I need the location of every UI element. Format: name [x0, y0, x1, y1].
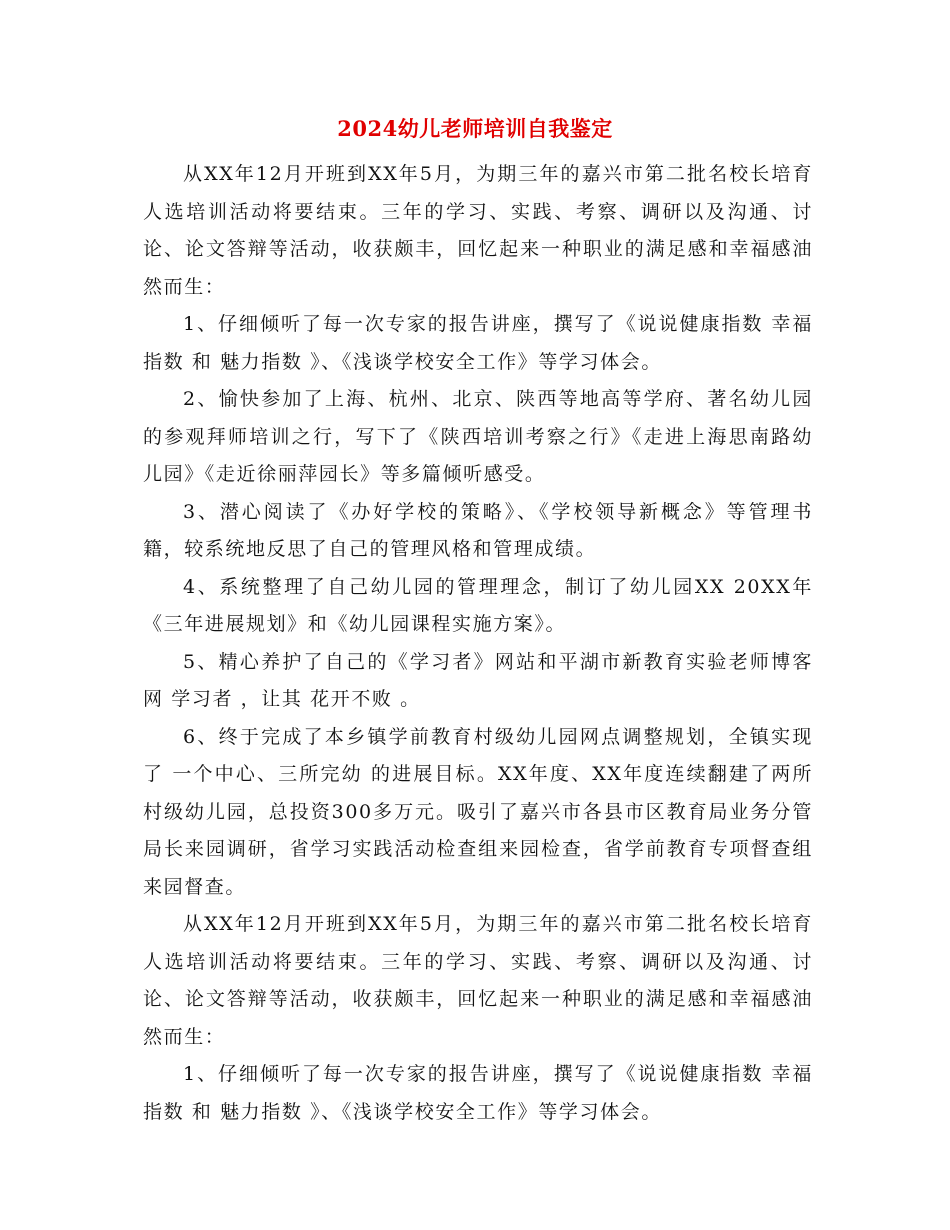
document-body — [143, 156, 813, 1131]
paragraph-item-1-repeat: 1、仔细倾听了每一次专家的报告讲座，撰写了《说说健康指数 幸福指数 和 魅力指数 》、《浅谈学校安全工作》等学习体会。 — [143, 1063, 813, 1123]
paragraph-item-3: 3、潜心阅读了《办好学校的策略》、《学校领导新概念》等管理书籍，较系统地反思了自己的管理风格和管理成绩。 — [143, 500, 813, 560]
paragraph-item-4: 4、系统整理了自己幼儿园的管理理念，制订了幼儿园XX 20XX年《三年进展规划》和《幼儿园课程实施方案》。 — [143, 575, 813, 635]
document-title: 2024幼儿老师培训自我鉴定 — [337, 116, 613, 141]
paragraph-intro-repeat: 从XX年12月开班到XX年5月，为期三年的嘉兴市第二批名校长培育人选培训活动将要结束。三年的学习、实践、考察、调研以及沟通、讨论、论文答辩等活动，收获颇丰，回忆起来一种职业的满足感和幸福感油然而生： — [143, 913, 813, 1048]
paragraph-item-2: 2、愉快参加了上海、杭州、北京、陕西等地高等学府、著名幼儿园的参观拜师培训之行，写下了《陕西培训考察之行》《走进上海思南路幼儿园》《走近徐丽萍园长》等多篇倾听感受。 — [143, 388, 813, 485]
paragraph-item-1: 1、仔细倾听了每一次专家的报告讲座，撰写了《说说健康指数 幸福指数 和 魅力指数 》、《浅谈学校安全工作》等学习体会。 — [143, 313, 813, 373]
paragraph-intro: 从XX年12月开班到XX年5月，为期三年的嘉兴市第二批名校长培育人选培训活动将要结束。三年的学习、实践、考察、调研以及沟通、讨论、论文答辩等活动，收获颇丰，回忆起来一种职业的满足感和幸福感油然而生： — [143, 163, 813, 298]
paragraph-item-6: 6、终于完成了本乡镇学前教育村级幼儿园网点调整规划，全镇实现了 一个中心、三所完幼 的进展目标。XX年度、XX年度连续翻建了两所村级幼儿园，总投资300多万元。吸引了嘉兴市各县市区教育局业务分管局长来园调研，省学习实践活动检查组来园检查，省学前教育专项督查组来园督查。 — [143, 725, 813, 898]
paragraph-item-5: 5、精心养护了自己的《学习者》网站和平湖市新教育实验老师博客网 学习者 ，让其 花开不败 。 — [143, 650, 813, 710]
